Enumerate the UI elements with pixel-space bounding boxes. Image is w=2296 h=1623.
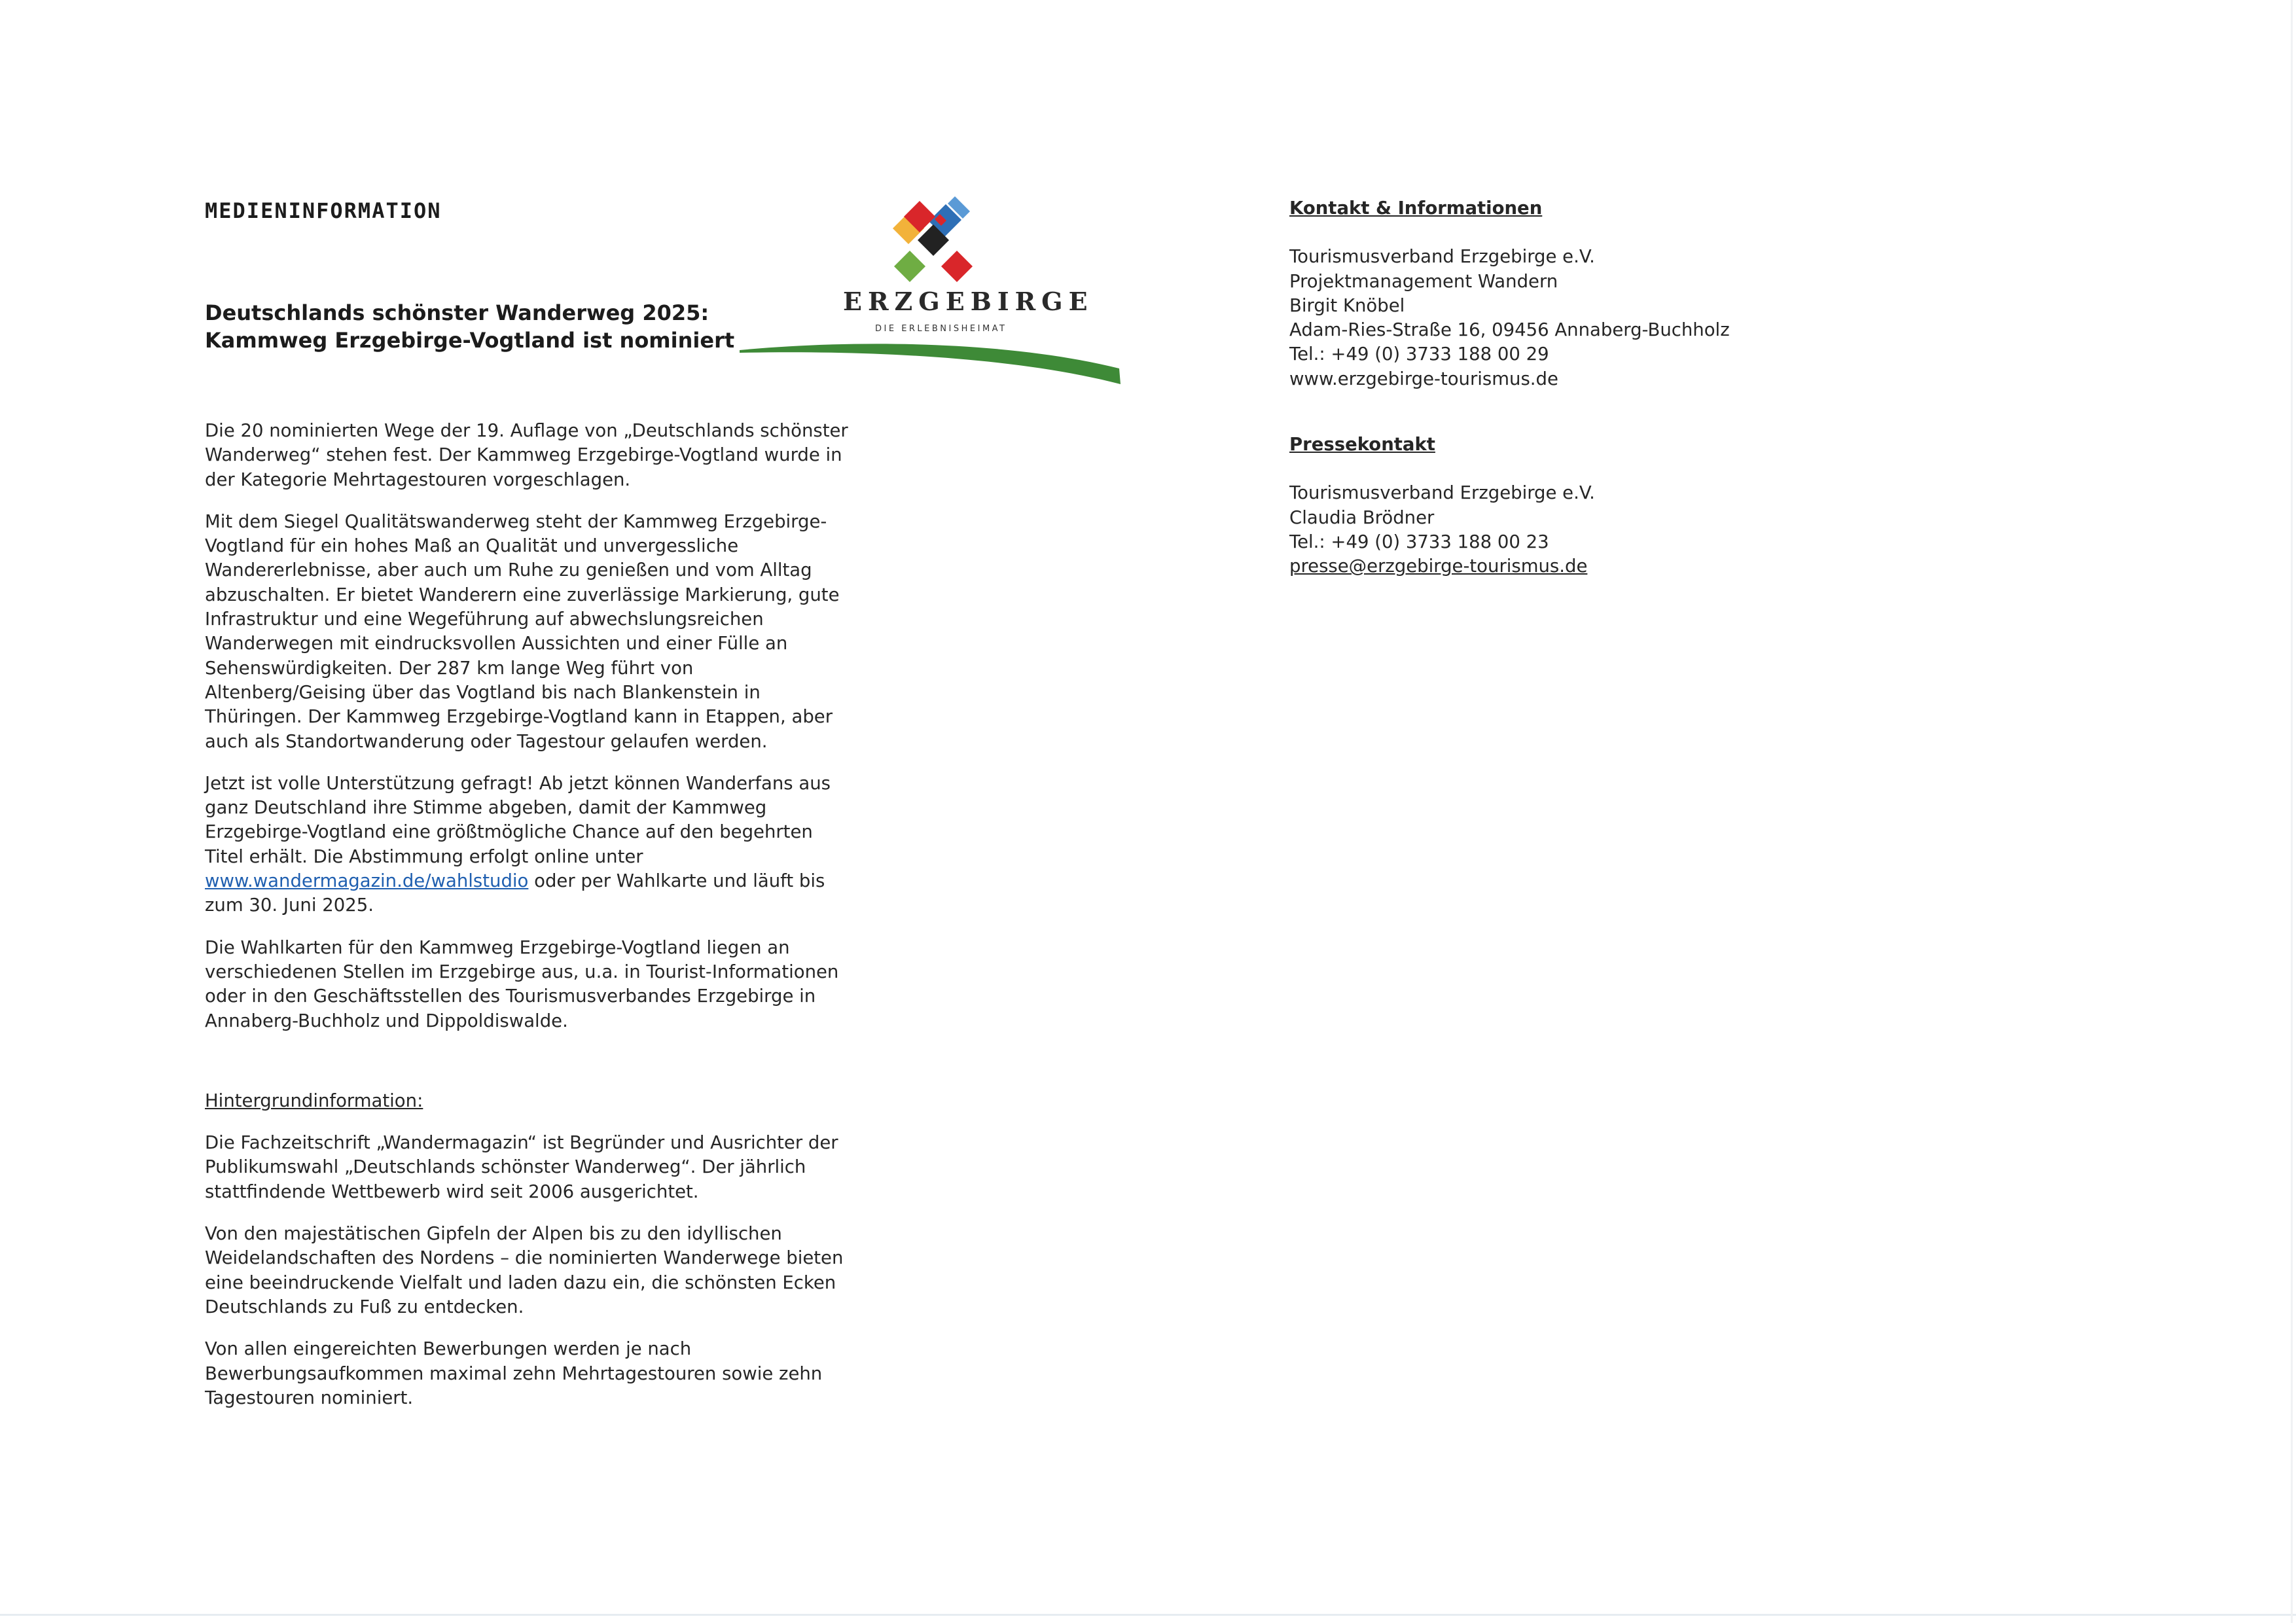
scan-edge bbox=[0, 1614, 2296, 1616]
text-line: abzuschalten. Er bietet Wanderern eine zuverlässige Markierung, gute bbox=[205, 584, 840, 605]
logo-brand-text: ERZGEBIRGE bbox=[843, 287, 1094, 316]
contact-title: Kontakt & Informationen bbox=[1289, 198, 1543, 219]
text-line: ganz Deutschland ihre Stimme abgeben, damit der Kammweg bbox=[205, 797, 767, 819]
text-line: Thüringen. Der Kammweg Erzgebirge-Vogtland kann in Etappen, aber bbox=[205, 706, 833, 728]
text-line: Von den majestätischen Gipfeln der Alpen bis zu den idyllischen bbox=[205, 1223, 782, 1245]
contact-website[interactable]: www.erzgebirge-tourismus.de bbox=[1289, 368, 1558, 389]
text-line: Infrastruktur und eine Wegeführung auf abwechslungsreichen bbox=[205, 609, 764, 630]
main-body bbox=[205, 419, 859, 1428]
scan-edge bbox=[2291, 0, 2293, 1623]
text-line: oder in den Geschäftsstellen des Tourismusverbandes Erzgebirge in bbox=[205, 986, 816, 1007]
paragraph-background-1 bbox=[205, 1131, 859, 1204]
press-phone: Tel.: +49 (0) 3733 188 00 23 bbox=[1289, 531, 1549, 552]
text-line: eine beeindruckende Vielfalt und laden dazu ein, die schönsten Ecken bbox=[205, 1272, 836, 1293]
paragraph-quality bbox=[205, 510, 859, 754]
text-fragment: oder per Wahlkarte und läuft bis bbox=[528, 870, 825, 892]
press-line: Claudia Brödner bbox=[1289, 507, 1435, 528]
contact-line: Birgit Knöbel bbox=[1289, 294, 1405, 316]
green-swoosh bbox=[740, 344, 1121, 384]
text-line: Tagestouren nominiert. bbox=[205, 1387, 414, 1408]
contact-phone: Tel.: +49 (0) 3733 188 00 29 bbox=[1289, 344, 1549, 365]
text-line: Jetzt ist volle Unterstützung gefragt! Ab jetzt können Wanderfans aus bbox=[205, 772, 831, 794]
text-line: der Kategorie Mehrtagestouren vorgeschlagen. bbox=[205, 469, 631, 490]
text-line: Die 20 nominierten Wege der 19. Auflage von „Deutschlands schönster bbox=[205, 420, 848, 441]
text-line: verschiedenen Stellen im Erzgebirge aus, u.a. in Tourist-Informationen bbox=[205, 961, 839, 982]
text-line: Annaberg-Buchholz und Dippoldiswalde. bbox=[205, 1010, 568, 1031]
contact-column bbox=[1289, 196, 2075, 579]
text-line: Wanderwegen mit eindrucksvollen Aussichten und einer Fülle an bbox=[205, 633, 788, 654]
text-line: Wanderweg“ stehen fest. Der Kammweg Erzgebirge-Vogtland wurde in bbox=[205, 444, 842, 466]
contact-line: Projektmanagement Wandern bbox=[1289, 270, 1558, 292]
press-line: Tourismusverband Erzgebirge e.V. bbox=[1289, 482, 1595, 504]
headline-line: Deutschlands schönster Wanderweg 2025: bbox=[205, 300, 709, 325]
text-line: Deutschlands zu Fuß zu entdecken. bbox=[205, 1296, 524, 1317]
text-line: Erzgebirge-Vogtland eine größtmögliche Chance auf den begehrten bbox=[205, 821, 813, 843]
press-email-link[interactable]: presse@erzgebirge-tourismus.de bbox=[1289, 556, 1588, 577]
paragraph-background-2 bbox=[205, 1222, 859, 1319]
text-line bbox=[205, 870, 825, 891]
logo-tagline: DIE ERLEBNISHEIMAT bbox=[875, 324, 1007, 334]
text-line: Die Fachzeitschrift „Wandermagazin“ ist Begründer und Ausrichter der bbox=[205, 1132, 838, 1154]
paragraph-background-3 bbox=[205, 1337, 859, 1410]
contact-address: Adam-Ries-Straße 16, 09456 Annaberg-Buchholz bbox=[1289, 319, 1730, 341]
headline-line: Kammweg Erzgebirge-Vogtland ist nominiert bbox=[205, 328, 735, 353]
text-line: Sehenswürdigkeiten. Der 287 km lange Weg führt von bbox=[205, 657, 694, 679]
headline bbox=[205, 299, 794, 354]
text-line: Publikumswahl „Deutschlands schönster Wanderweg“. Der jährlich bbox=[205, 1156, 806, 1178]
text-line: Bewerbungsaufkommen maximal zehn Mehrtagestouren sowie zehn bbox=[205, 1363, 823, 1384]
text-line: Altenberg/Geising über das Vogtland bis nach Blankenstein in bbox=[205, 681, 761, 703]
paragraph-cards bbox=[205, 936, 859, 1033]
press-title: Pressekontakt bbox=[1289, 434, 1435, 455]
paragraph-intro bbox=[205, 419, 859, 492]
paragraph-vote bbox=[205, 772, 859, 918]
text-line: Weidelandschaften des Nordens – die nominierten Wanderwege bieten bbox=[205, 1247, 844, 1269]
text-line: stattfindende Wettbewerb wird seit 2006 ausgerichtet. bbox=[205, 1181, 699, 1202]
text-line: Mit dem Siegel Qualitätswanderweg steht der Kammweg Erzgebirge- bbox=[205, 510, 827, 532]
text-line: auch als Standortwanderung oder Tagestour gelaufen werden. bbox=[205, 730, 768, 752]
text-line: Die Wahlkarten für den Kammweg Erzgebirge-Vogtland liegen an bbox=[205, 936, 790, 958]
text-line: zum 30. Juni 2025. bbox=[205, 895, 374, 916]
wahlstudio-link[interactable]: www.wandermagazin.de/wahlstudio bbox=[205, 870, 529, 892]
text-line: Von allen eingereichten Bewerbungen werden je nach bbox=[205, 1338, 692, 1360]
background-heading: Hintergrundinformation: bbox=[205, 1090, 423, 1111]
text-line: Wandererlebnisse, aber auch um Ruhe zu genießen und vom Alltag bbox=[205, 560, 812, 581]
text-line: Vogtland für ein hohes Maß an Qualität und unvergessliche bbox=[205, 535, 739, 557]
text-line: Titel erhält. Die Abstimmung erfolgt online unter bbox=[205, 846, 643, 867]
document-label: MEDIENINFORMATION bbox=[205, 198, 442, 223]
contact-line: Tourismusverband Erzgebirge e.V. bbox=[1289, 246, 1595, 268]
crossed-hammers-icon bbox=[893, 196, 973, 282]
